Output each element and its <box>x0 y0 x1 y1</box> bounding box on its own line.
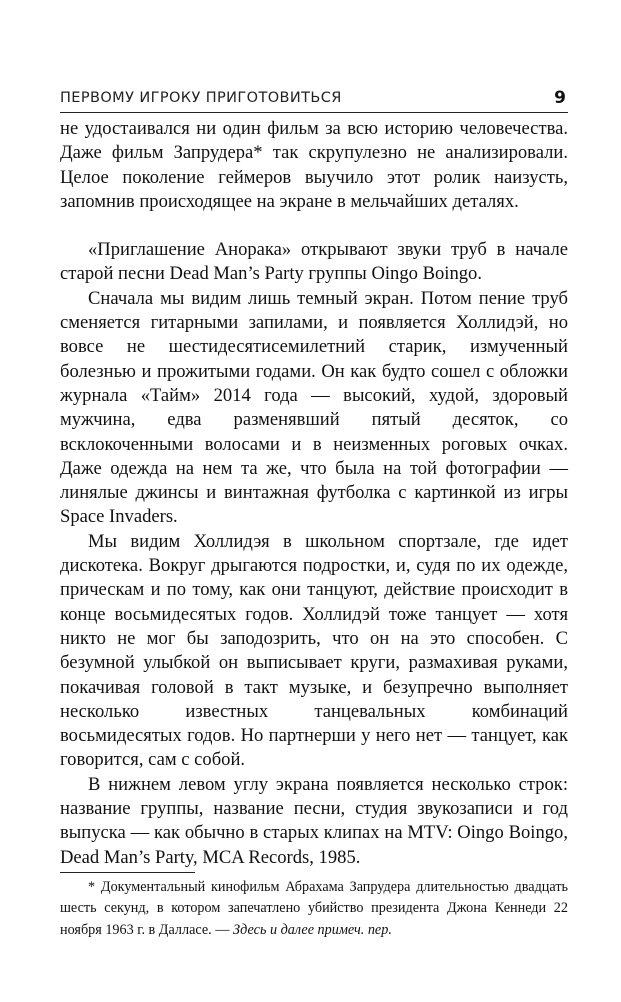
footnote-text: * Документальный кинофильм Абрахама Запрудера длительностью двадцать шесть секунд, в котором запечатлено убийство президента Джона Кеннеди 22 ноября 1963 г. в Далласе. — <box>60 878 568 938</box>
footnote-divider <box>60 872 195 873</box>
paragraph-continued: не удостаивался ни один фильм за всю историю человечества. Даже фильм Запрудера* так скрупулезно не анализировали. Целое поколение геймеров выучило этот ролик наизусть, запомнив происходящее на экране в мельчайших деталях. <box>60 118 568 212</box>
book-page <box>60 88 568 941</box>
paragraph-dark-screen: Сначала мы видим лишь темный экран. Потом пение труб сменяется гитарными запилами, и появляется Холлидэй, но вовсе не шестидесятисемилетний старик, измученный болезнью и прожитыми годами. Он как будто сошел с обложки журнала «Тайм» 2014 года — высокий, худой, здоровый мужчина, едва разменявший пятый десяток, со всклокоченными волосами и в неизменных роговых очках. Даже одежда на нем та же, что была на той фотографии — линялые джинсы и винтажная футболка с картинкой из игры Space Invaders. <box>60 287 568 528</box>
paragraph-invitation: «Приглашение Анорака» открывают звуки труб в начале старой песни Dead Man’s Party группы Oingo Boingo. <box>60 239 568 285</box>
running-head <box>60 88 568 113</box>
paragraph-dance: Мы видим Холлидэя в школьном спортзале, где идет дискотека. Вокруг дрыгаются подростки, и, судя по их одежде, прическам и по тому, как они танцуют, действие происходит в конце восьмидесятых годов. Холлидэй тоже танцует — хотя никто не мог бы заподозрить, что он на это способен. С безумной улыбкой он выписывает круги, размахивая руками, покачивая головой в такт музыке, и безупречно выполняет несколько известных танцевальных комбинаций восьмидесятых годов. Но партнерши у него нет — танцует, как говорится, сам с собой. <box>60 530 568 771</box>
page-number: 9 <box>554 88 566 108</box>
paragraph-credits: В нижнем левом углу экрана появляется несколько строк: название группы, название песни, студия звукозаписи и год выпуска — как обычно в старых клипах на MTV: Oingo Boingo, Dead Man’s Party, MCA Records, 1985. <box>60 773 568 868</box>
running-title: ПЕРВОМУ ИГРОКУ ПРИГОТОВИТЬСЯ <box>60 90 342 106</box>
footnote <box>60 877 568 942</box>
body-text <box>60 117 568 870</box>
footnote-italic: Здесь и далее примеч. пер. <box>232 921 392 938</box>
